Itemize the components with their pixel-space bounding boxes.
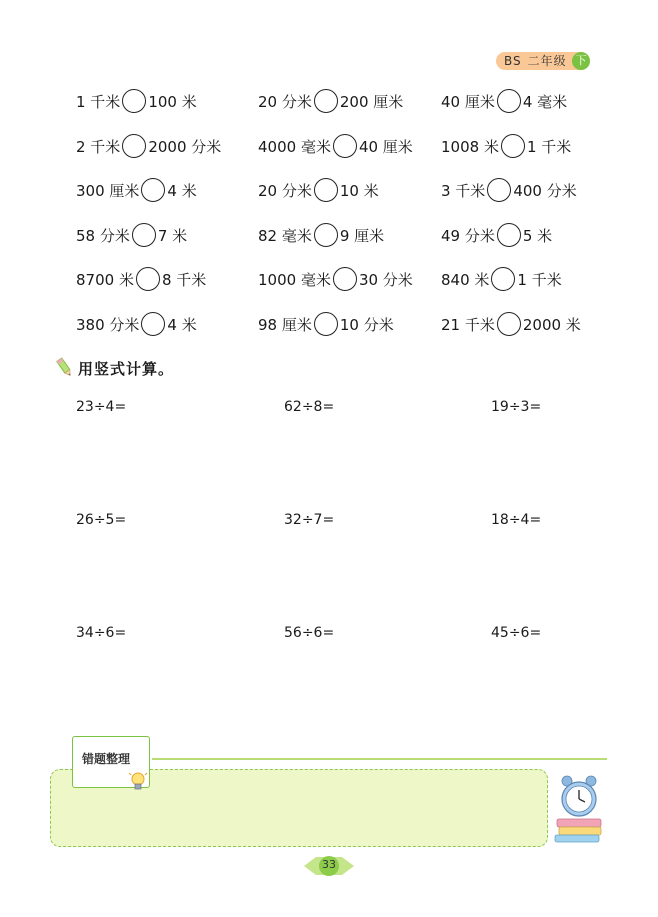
comparison-row [0, 264, 658, 294]
comparison-item [441, 309, 581, 339]
comparison-right: 100 米 [148, 92, 197, 111]
comparison-left: 20 分米 [258, 92, 312, 111]
division-problem: 23÷4= [76, 399, 127, 415]
answer-circle[interactable] [122, 134, 146, 158]
division-problem: 56÷6= [284, 625, 335, 641]
answer-circle[interactable] [497, 312, 521, 336]
alarm-clock-icon [553, 775, 605, 843]
comparison-left: 98 厘米 [258, 315, 312, 334]
grade-label: 二年级 [527, 54, 567, 68]
comparison-left: 1000 毫米 [258, 270, 331, 289]
comparison-right: 4 米 [167, 315, 197, 334]
page-number [304, 854, 354, 878]
answer-circle[interactable] [497, 89, 521, 113]
division-problem: 26÷5= [76, 512, 127, 528]
comparison-left: 840 米 [441, 270, 490, 289]
comparison-item [258, 309, 394, 339]
comparison-right: 200 厘米 [339, 92, 404, 111]
division-problem: 19÷3= [491, 399, 542, 415]
answer-circle[interactable] [314, 178, 338, 202]
comparison-left: 21 千米 [441, 315, 495, 334]
comparison-left: 82 毫米 [258, 226, 312, 245]
comparison-right: 30 分米 [358, 270, 413, 289]
answer-circle[interactable] [497, 223, 521, 247]
comparison-item [258, 175, 379, 205]
edition-label: BS [504, 54, 522, 68]
comparison-item [258, 264, 413, 294]
comparison-item [76, 264, 206, 294]
comparison-right: 1 千米 [526, 137, 572, 156]
comparison-item [76, 175, 197, 205]
comparison-right: 40 厘米 [358, 137, 413, 156]
comparison-item [76, 86, 197, 116]
comparison-left: 1008 米 [441, 137, 499, 156]
answer-circle[interactable] [136, 267, 160, 291]
badge-text [504, 53, 567, 69]
section-title: 用竖式计算。 [78, 359, 175, 378]
answer-circle[interactable] [122, 89, 146, 113]
comparison-right: 4 米 [167, 181, 197, 200]
comparison-right: 9 厘米 [339, 226, 385, 245]
review-divider [152, 758, 607, 760]
division-problem: 34÷6= [76, 625, 127, 641]
answer-circle[interactable] [333, 134, 357, 158]
lightbulb-icon [128, 770, 148, 794]
comparison-left: 4000 毫米 [258, 137, 331, 156]
comparison-item [441, 264, 562, 294]
comparison-right: 7 米 [157, 226, 188, 245]
comparison-row [0, 131, 658, 161]
comparison-item [258, 86, 403, 116]
answer-circle[interactable] [314, 89, 338, 113]
comparison-left: 3 千米 [441, 181, 486, 200]
comparison-right: 8 千米 [161, 270, 207, 289]
comparison-row [0, 86, 658, 116]
answer-circle[interactable] [132, 223, 156, 247]
term-badge: 下 [572, 52, 590, 70]
answer-circle[interactable] [487, 178, 511, 202]
answer-circle[interactable] [491, 267, 515, 291]
answer-circle[interactable] [141, 312, 165, 336]
comparison-item [441, 220, 552, 250]
comparison-left: 380 分米 [76, 315, 140, 334]
answer-circle[interactable] [314, 312, 338, 336]
division-problem: 45÷6= [491, 625, 542, 641]
comparison-row [0, 175, 658, 205]
answer-circle[interactable] [501, 134, 525, 158]
comparison-right: 10 米 [339, 181, 379, 200]
comparison-left: 40 厘米 [441, 92, 495, 111]
comparison-row [0, 309, 658, 339]
pencil-icon [54, 357, 76, 379]
comparison-left: 300 厘米 [76, 181, 140, 200]
grade-badge [496, 52, 590, 70]
comparison-right: 1 千米 [517, 270, 562, 289]
comparison-right: 2000 米 [522, 315, 581, 334]
comparison-left: 8700 米 [76, 270, 134, 289]
division-problem: 62÷8= [284, 399, 335, 415]
comparison-right: 400 分米 [513, 181, 577, 200]
page-number-text: 33 [322, 858, 336, 871]
comparison-left: 58 分米 [76, 226, 130, 245]
comparison-right: 4 毫米 [522, 92, 568, 111]
comparison-right: 10 分米 [339, 315, 394, 334]
division-problem: 18÷4= [491, 512, 542, 528]
section-heading [54, 356, 174, 380]
review-label: 错题整理 [82, 752, 131, 766]
comparison-right: 5 米 [522, 226, 553, 245]
comparison-left: 20 分米 [258, 181, 312, 200]
division-problem: 32÷7= [284, 512, 335, 528]
comparison-item [441, 131, 571, 161]
comparison-item [76, 131, 221, 161]
comparison-item [76, 309, 197, 339]
comparison-item [441, 175, 577, 205]
comparison-item [76, 220, 187, 250]
comparison-left: 1 千米 [76, 92, 121, 111]
comparison-left: 2 千米 [76, 137, 121, 156]
comparison-left: 49 分米 [441, 226, 495, 245]
comparison-row [0, 220, 658, 250]
answer-circle[interactable] [314, 223, 338, 247]
comparison-item [258, 131, 413, 161]
comparison-item [441, 86, 567, 116]
comparison-item [258, 220, 384, 250]
comparison-right: 2000 分米 [148, 137, 222, 156]
answer-circle[interactable] [141, 178, 165, 202]
answer-circle[interactable] [333, 267, 357, 291]
